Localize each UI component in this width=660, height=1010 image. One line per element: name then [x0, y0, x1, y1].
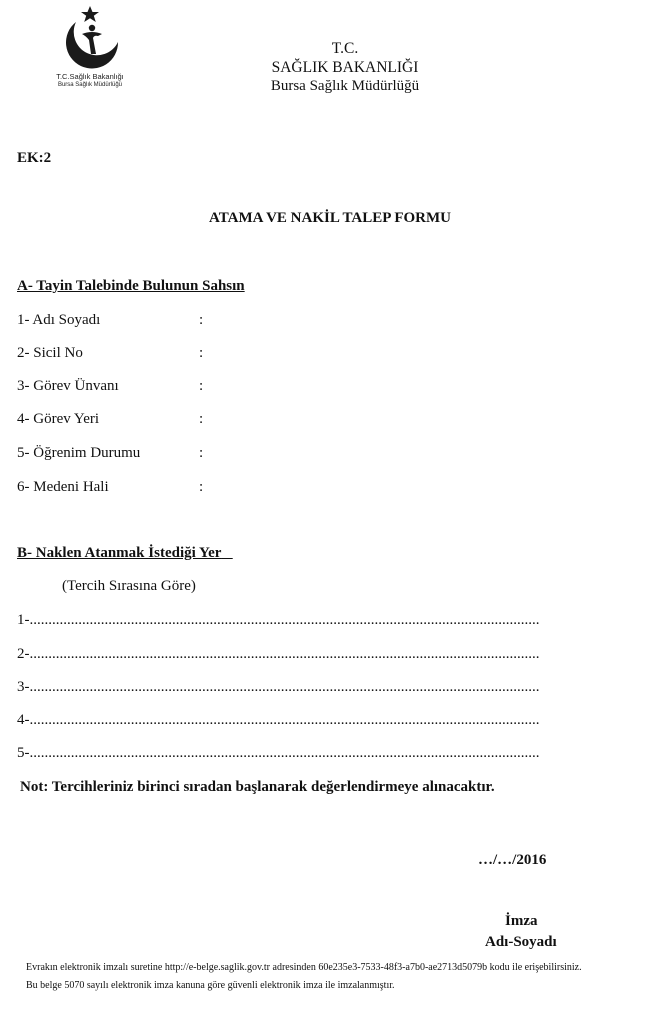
- field-colon: :: [199, 479, 204, 495]
- preference-number: 3-: [17, 679, 30, 695]
- section-b-heading: [17, 545, 233, 562]
- evaluation-note: Not: Tercihleriniz birinci sıradan başlanarak değerlendirmeye alınacaktır.: [20, 779, 495, 795]
- field-registry-no: [17, 345, 204, 362]
- logo-subtitle: Bursa Sağlık Müdürlüğü: [57, 82, 123, 88]
- header-line-1: T.C.: [331, 40, 359, 57]
- field-label: 4- Görev Yeri: [17, 411, 100, 427]
- section-b-heading-text: B- Naklen Atanmak İstediği Yer: [17, 545, 222, 561]
- field-colon: :: [199, 345, 204, 361]
- footer-esignature-text: Bu belge 5070 sayılı elektronik imza kanuna göre güvenli elektronik imza ile imzalanmıştır.: [26, 980, 395, 991]
- footer-verification-text: Evrakın elektronik imzalı suretine http://e-belge.saglik.gov.tr adresinden 60e235e3-7533-48f3-a7b0-ae2713d5079b kodu ile erişebilirsiniz.: [26, 962, 582, 973]
- preference-dots: ........................................................................................................................................: [29, 745, 540, 761]
- field-colon: :: [199, 411, 204, 427]
- preference-line: [17, 612, 602, 629]
- header-line-2: SAĞLIK BAKANLIĞI: [271, 59, 419, 76]
- field-label: 1- Adı Soyadı: [17, 312, 101, 328]
- preference-note: (Tercih Sırasına Göre): [62, 578, 196, 594]
- preference-dots: ........................................................................................................................................: [29, 646, 540, 662]
- field-colon: :: [199, 378, 204, 394]
- preference-number: 4-: [17, 712, 30, 728]
- preference-line: [17, 712, 602, 729]
- preference-line: [17, 679, 602, 696]
- field-colon: :: [199, 445, 204, 461]
- field-label: 3- Görev Ünvanı: [17, 378, 119, 394]
- section-a-heading: A- Tayin Talebinde Bulunun Sahsın: [17, 278, 245, 294]
- header-line-3: Bursa Sağlık Müdürlüğü: [270, 78, 420, 94]
- field-label: 2- Sicil No: [17, 345, 83, 361]
- preference-line: [17, 646, 602, 663]
- annex-label: EK:2: [17, 150, 52, 166]
- field-title: [17, 378, 204, 395]
- field-education: [17, 445, 204, 462]
- logo-title: T.C.Sağlık Bakanlığı: [56, 72, 124, 81]
- field-workplace: [17, 411, 204, 428]
- field-marital-status: [17, 479, 204, 496]
- preference-number: 5-: [17, 745, 30, 761]
- form-title: ATAMA VE NAKİL TALEP FORMU: [209, 210, 451, 226]
- preference-number: 2-: [17, 646, 30, 662]
- preference-dots: ........................................................................................................................................: [29, 712, 540, 728]
- date-field: …/…/2016: [478, 852, 547, 868]
- field-colon: :: [199, 312, 204, 328]
- preference-line: [17, 745, 602, 762]
- field-label: 5- Öğrenim Durumu: [17, 445, 141, 461]
- field-label: 6- Medeni Hali: [17, 479, 109, 495]
- preference-dots: ........................................................................................................................................: [29, 679, 540, 695]
- field-name: [17, 312, 204, 329]
- preference-dots: ........................................................................................................................................: [29, 612, 540, 628]
- preference-number: 1-: [17, 612, 30, 628]
- name-surname-label: Adı-Soyadı: [485, 934, 557, 950]
- signature-label: İmza: [505, 913, 538, 929]
